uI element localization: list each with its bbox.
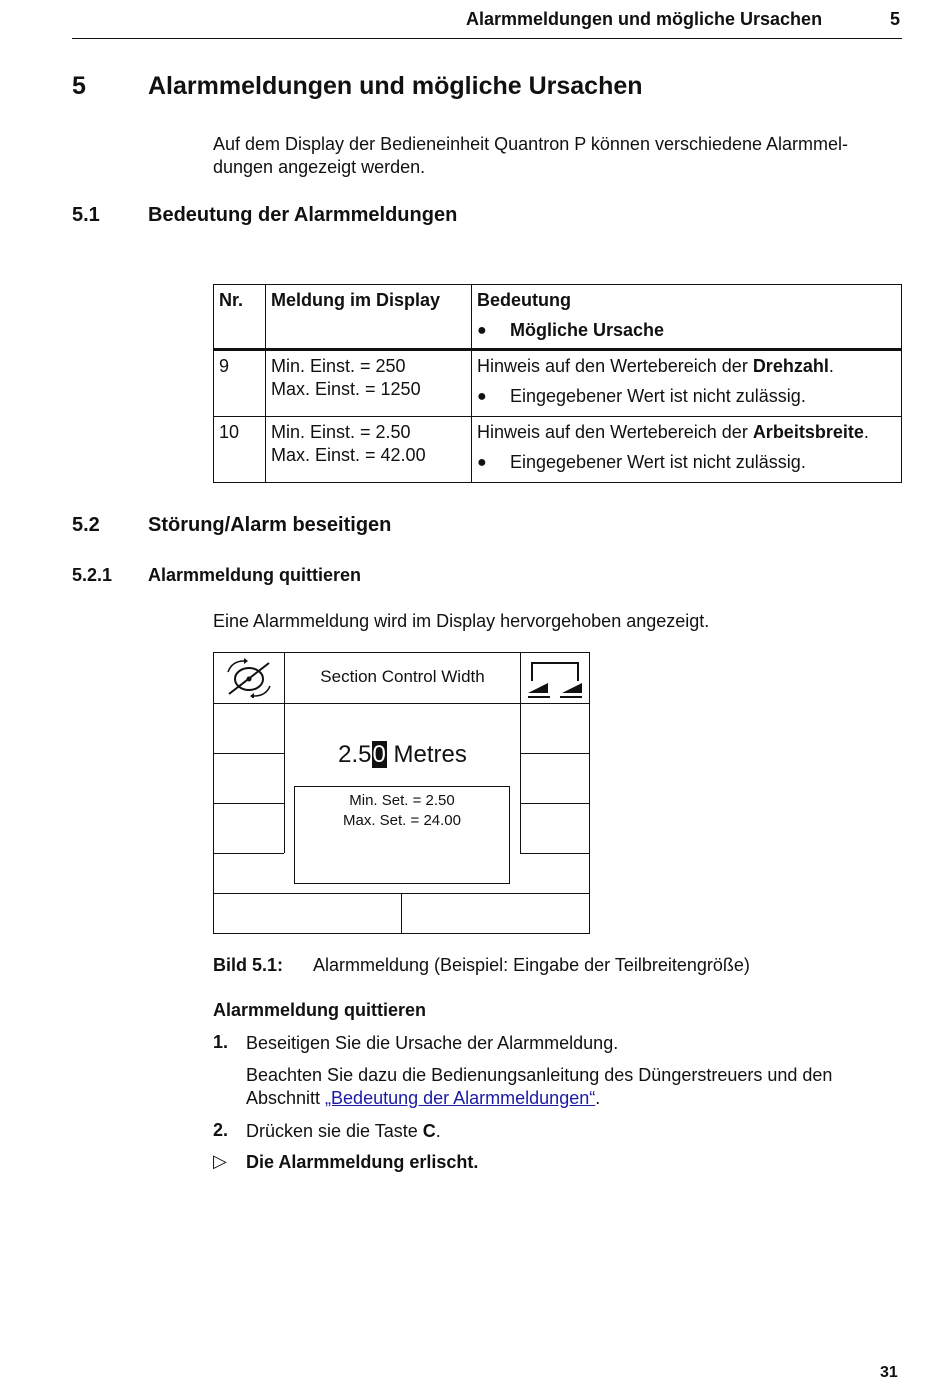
divider — [214, 753, 284, 754]
cross-reference-link[interactable]: „Bedeutung der Alarmmeldungen“ — [325, 1088, 596, 1108]
row-cause: Eingegebener Wert ist nicht zulässig. — [510, 452, 806, 472]
row-cause: Eingegebener Wert ist nicht zulässig. — [510, 386, 806, 406]
row-message-line-2: Max. Einst. = 1250 — [271, 379, 421, 399]
meaning-prefix: Hinweis auf den Wertebereich der — [477, 422, 753, 442]
step-2-prefix: Drücken sie die Taste — [246, 1121, 423, 1141]
intro-line-2: dungen angezeigt werden. — [213, 157, 426, 177]
figure-caption-text: Alarmmeldung (Beispiel: Eingabe der Teilbreitengröße) — [313, 955, 750, 975]
meaning-prefix: Hinweis auf den Wertebereich der — [477, 356, 753, 376]
header-cause-item — [477, 319, 896, 342]
header-meaning — [472, 285, 902, 350]
bullet-icon: ● — [477, 454, 487, 471]
alarm-max-text: Max. Set. = 24.00 — [343, 812, 461, 829]
chapter-intro — [213, 133, 905, 179]
procedure-heading: Alarmmeldung quittieren — [213, 1000, 427, 1020]
bullet-icon: ● — [477, 322, 487, 339]
intro-line-1: Auf dem Display der Bedieneinheit Quantron P können verschiedene Alarmmel- — [213, 134, 849, 154]
header-message: Meldung im Display — [266, 285, 472, 350]
row-meaning-text — [477, 355, 896, 378]
row-message-line-2: Max. Einst. = 42.00 — [271, 445, 426, 465]
row-meaning-text — [477, 421, 896, 444]
step-2-suffix: . — [435, 1121, 441, 1141]
table-row — [214, 417, 902, 483]
meaning-suffix: . — [863, 422, 869, 442]
row-meaning — [472, 350, 902, 417]
header-meaning-label: Bedeutung — [477, 290, 571, 310]
divider — [401, 893, 402, 933]
alarm-message-box — [294, 786, 510, 884]
page-number: 31 — [880, 1364, 898, 1381]
step-1-note-line-1: Beachten Sie dazu die Bedienungsanleitung des Düngerstreuers und den — [246, 1065, 833, 1085]
divider — [520, 853, 590, 854]
row-message — [266, 350, 472, 417]
row-message-line-1: Min. Einst. = 250 — [271, 356, 406, 376]
screen-title: Section Control Width — [320, 667, 485, 686]
rotation-disc-icon — [222, 658, 276, 698]
table-row — [214, 350, 902, 417]
display-screen-figure — [213, 652, 590, 934]
step-2-text — [246, 1120, 901, 1143]
step-2-number: 2. — [213, 1120, 229, 1140]
table-header-row — [214, 285, 902, 350]
row-nr: 9 — [214, 350, 266, 417]
header-rule — [72, 38, 902, 39]
chapter-number: 5 — [72, 72, 86, 100]
row-cause-item — [477, 451, 896, 474]
meaning-bold: Drehzahl — [752, 356, 829, 376]
value-unit: Metres — [386, 741, 467, 768]
result-marker-icon: ▷ — [213, 1151, 227, 1171]
row-nr: 10 — [214, 417, 266, 483]
meaning-bold: Arbeitsbreite — [752, 422, 864, 442]
section-5-2-1-number: 5.2.1 — [72, 565, 113, 585]
section-5-2-number: 5.2 — [72, 514, 100, 536]
step-1-note — [246, 1064, 901, 1110]
screen-value-input[interactable] — [285, 741, 520, 769]
step-1-number: 1. — [213, 1032, 229, 1052]
divider — [520, 803, 590, 804]
row-message — [266, 417, 472, 483]
figure-caption-label: Bild 5.1: — [213, 955, 284, 975]
running-header-chapter-number: 5 — [890, 9, 901, 29]
alarm-table — [213, 284, 902, 483]
divider — [214, 853, 284, 854]
header-cause-label: Mögliche Ursache — [510, 320, 665, 340]
row-message-line-1: Min. Einst. = 2.50 — [271, 422, 411, 442]
divider — [520, 753, 590, 754]
alarm-min-text: Min. Set. = 2.50 — [349, 792, 455, 809]
step-1-note-line-2 — [246, 1087, 901, 1110]
result-text: Die Alarmmeldung erlischt. — [246, 1152, 479, 1172]
step-1-text: Beseitigen Sie die Ursache der Alarmmeldung. — [246, 1033, 619, 1053]
value-digits: 2.5 — [338, 741, 372, 768]
section-5-2-1-text: Eine Alarmmeldung wird im Display hervorgehoben angezeigt. — [213, 611, 710, 631]
chapter-title: Alarmmeldungen und mögliche Ursachen — [148, 72, 643, 100]
value-cursor: 0 — [372, 741, 386, 768]
divider — [284, 703, 285, 853]
section-width-icon — [526, 659, 584, 699]
row-cause-item — [477, 385, 896, 408]
bullet-icon: ● — [477, 388, 487, 405]
section-5-1-title: Bedeutung der Alarmmeldungen — [148, 204, 458, 226]
divider — [214, 803, 284, 804]
section-5-1-number: 5.1 — [72, 204, 100, 226]
section-5-2-title: Störung/Alarm beseitigen — [148, 514, 392, 536]
header-nr: Nr. — [214, 285, 266, 350]
running-header-title: Alarmmeldungen und mögliche Ursachen — [466, 9, 823, 29]
note-prefix: Abschnitt — [246, 1088, 326, 1108]
step-2-key: C — [422, 1121, 436, 1141]
row-meaning — [472, 417, 902, 483]
note-suffix: . — [595, 1088, 601, 1108]
section-5-2-1-title: Alarmmeldung quittieren — [148, 565, 362, 585]
divider — [214, 703, 589, 704]
meaning-suffix: . — [828, 356, 834, 376]
